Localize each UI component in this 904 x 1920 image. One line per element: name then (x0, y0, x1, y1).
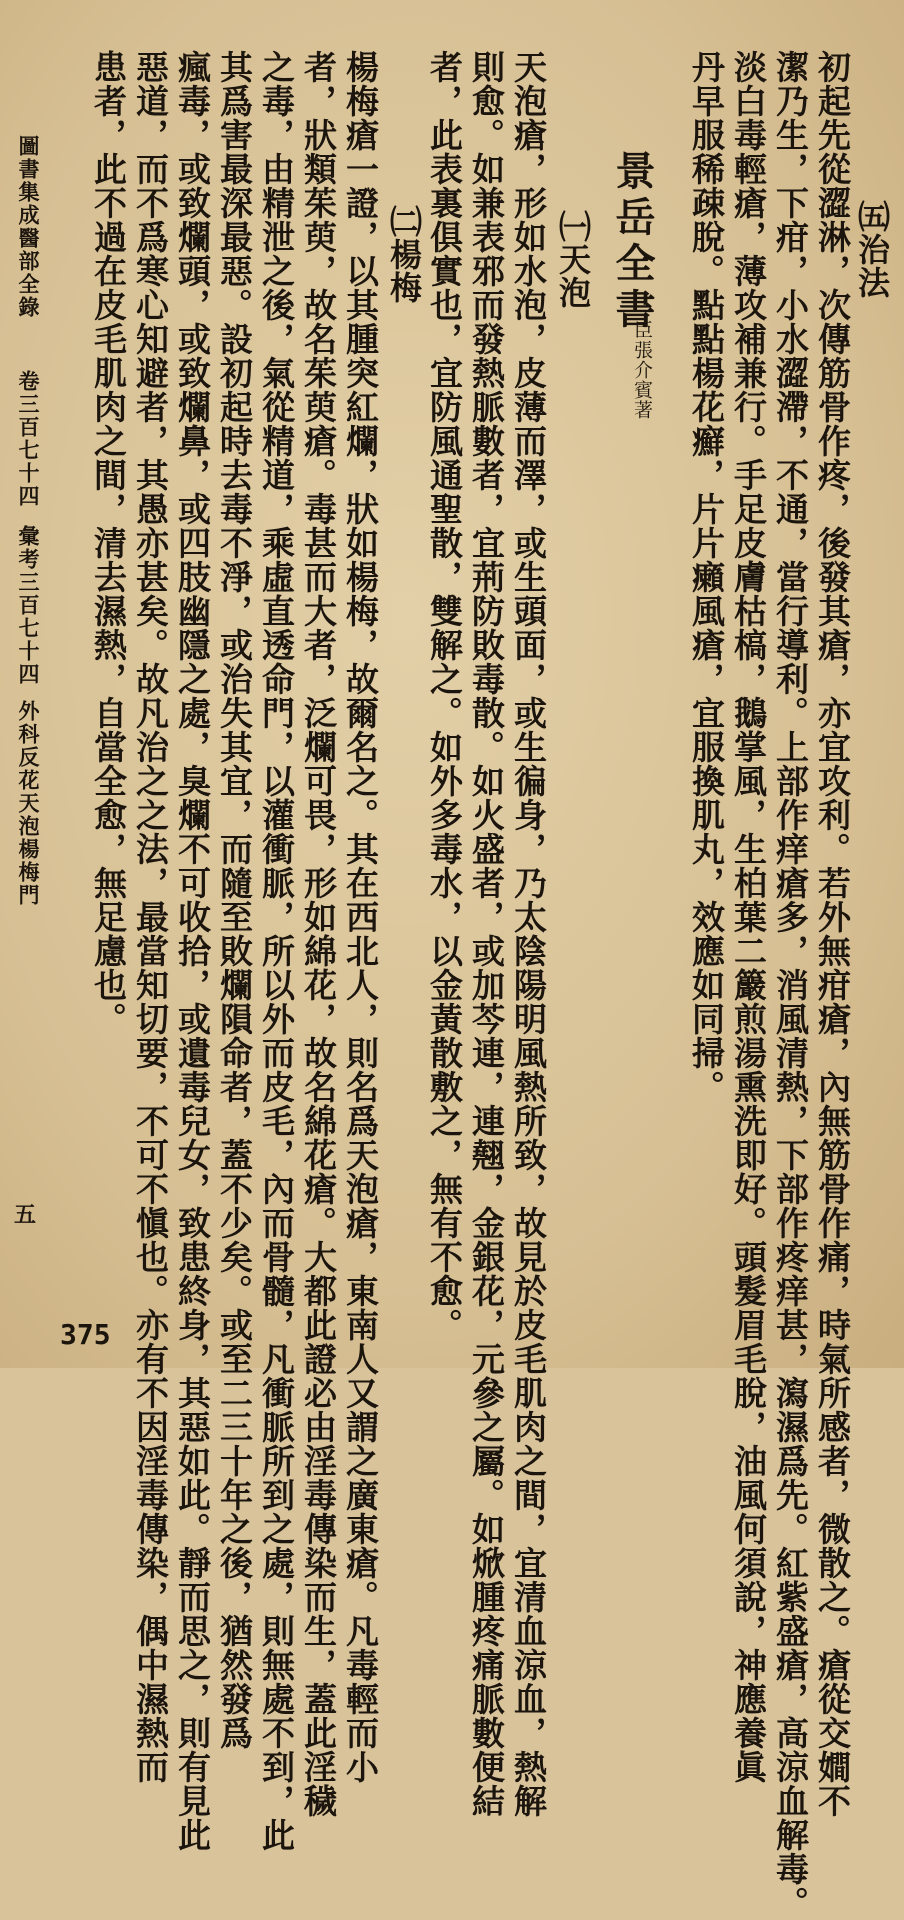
treatment-line-1: 初起先從澀淋，次傳筋骨作疼，後發其瘡，亦宜攻利。若外無疳瘡，內無筋骨作痛，時氣所感者，微散之。瘡從交𡢃不 (813, 50, 852, 1818)
book-title: 景岳全書 (609, 150, 656, 334)
sidebar-source: 圖書集成醫部全錄 (16, 135, 41, 319)
yangmei-line-7: 患者，此不過在皮毛肌肉之間，清去濕熱，自當全愈，無足慮也。 (89, 50, 128, 1036)
leaf-number: 五 (14, 1202, 37, 1228)
yangmei-line-1: 楊梅瘡一證，以其腫突紅爛，狀如楊梅，故爾名之。其在西北人，則名爲天泡瘡，東南人又謂之廣東瘡。凡毒輕而小 (341, 50, 380, 1784)
book-author: 臣張介賓著 (631, 320, 653, 420)
tianpao-line-3: 者，此表裏俱實也，宜防風通聖散，雙解之。如外多毒水，以金黃散敷之，無有不愈。 (425, 50, 464, 1342)
treatment-line-4: 丹早服稀疎脫。點點楊花癬，片片癩風瘡，宜服換肌丸，效應如同掃。 (687, 50, 726, 1104)
tianpao-line-2: 則愈。如兼表邪而發熱脈數者，宜荊防敗毒散。如火盛者，或加芩連，連翹，金銀花，元參之屬。如焮腫疼痛脈數便結 (467, 50, 506, 1818)
yangmei-line-6: 惡道，而不爲寒心知避者，其愚亦甚矣。故凡治之之法，最當知切要，不可不愼也。亦有不因淫毒傳染，偶中濕熱而 (131, 50, 170, 1784)
yangmei-line-4: 其爲害最深最惡。設初起時去毒不淨，或治失其宜，而隨至敗爛隕命者，蓋不少矣。或至二三十年之後，猶然發爲 (215, 50, 254, 1750)
sidebar-section: 外科反花天泡楊梅門 (16, 700, 41, 907)
tianpao-heading: ㈠天泡 (554, 210, 592, 309)
yangmei-line-2: 者，狀類茱萸，故名茱萸瘡。毒甚而大者，泛爛可畏，形如綿花，故名綿花瘡。大都此證必由淫毒傳染而生，蓋此淫穢 (299, 50, 338, 1818)
page-number: 375 (60, 1318, 111, 1351)
treatment-line-3: 淡白毒輕瘡，薄攻補兼行。手足皮膚枯槁，鵝掌風，生柏葉二䉷煎湯熏洗即好。頭髮眉毛脫，油風何須說，神應養眞 (729, 50, 768, 1784)
sidebar-category: 彙考三百七十四 (16, 525, 41, 686)
tianpao-line-1: 天泡瘡，形如水泡，皮薄而澤，或生頭面，或生徧身，乃太陰陽明風熱所致，故見於皮毛肌肉之間，宜清血涼血，熱解 (509, 50, 548, 1818)
sidebar-volume: 卷三百七十四 (16, 370, 41, 508)
yangmei-line-5: 瘋毒，或致爛頭，或致爛鼻，或四肢幽隱之處，臭爛不可收拾，或遺毒兒女，致患終身，其惡如此。靜而思之，則有見此 (173, 50, 212, 1852)
yangmei-line-3: 之毒，由精泄之後，氣從精道，乘虛直透命門，以灌衝脈，所以外而皮毛，內而骨髓，凡衝脈所到之處，則無處不到，此 (257, 50, 296, 1852)
yangmei-heading: ㈡楊梅 (385, 205, 423, 304)
treatment-line-2: 潔乃生，下疳，小水澀滯，不通，當行導利。上部作痒瘡多，消風清熱，下部作疼痒甚，瀉濕爲先。紅紫盛瘡，高涼血解毒。 (771, 50, 810, 1920)
treatment-heading: ㈤治法 (853, 200, 891, 299)
